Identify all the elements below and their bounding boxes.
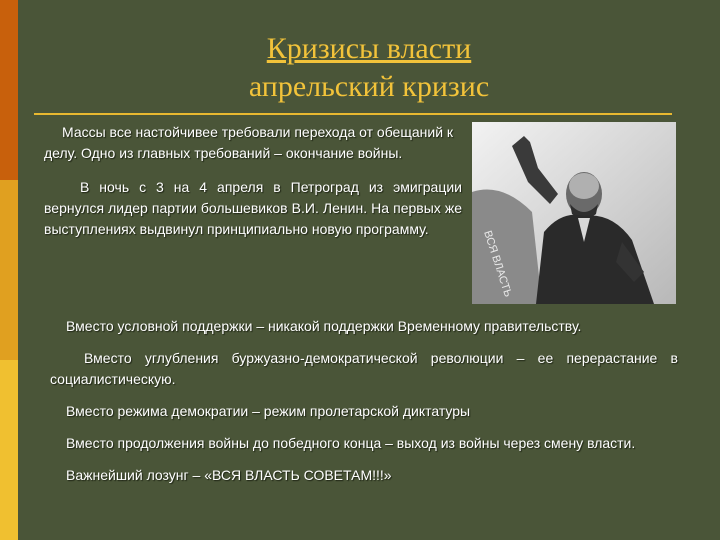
list-item: Важнейший лозунг – «ВСЯ ВЛАСТЬ СОВЕТАМ!!!»	[66, 467, 392, 483]
title-divider	[34, 113, 672, 115]
lenin-portrait-image	[472, 122, 676, 304]
side-strip-middle	[0, 180, 18, 360]
intro-paragraph: Массы все настойчивее требовали перехода от обещаний к делу. Одно из главных требований – окончание войны.	[44, 124, 454, 161]
side-strip-bottom	[0, 360, 18, 540]
slide-subtitle: апрельский кризис	[248, 70, 490, 103]
list-item: Вместо углубления буржуазно-демократической революции – ее перерастание в социалистическую.	[50, 350, 678, 387]
photo-banner-text: ВСЯ ВЛАСТЬ	[481, 229, 514, 299]
list-item: Вместо продолжения войны до победного конца – выход из войны через смену власти.	[66, 435, 636, 451]
slide-title	[18, 30, 720, 106]
slide-title-main: Кризисы власти	[266, 32, 472, 65]
side-strip-top	[0, 0, 18, 180]
list-item: Вместо условной поддержки – никакой поддержки Временному правительству.	[66, 318, 582, 334]
lenin-return-paragraph: В ночь с 3 на 4 апреля в Петроград из эмиграции вернулся лидер партии большевиков В.И. Ленин. На первых же выступлениях выдвинул принципиально новую программу.	[44, 179, 462, 237]
program-list	[50, 316, 678, 497]
list-item: Вместо режима демократии – режим пролетарской диктатуры	[66, 403, 471, 419]
